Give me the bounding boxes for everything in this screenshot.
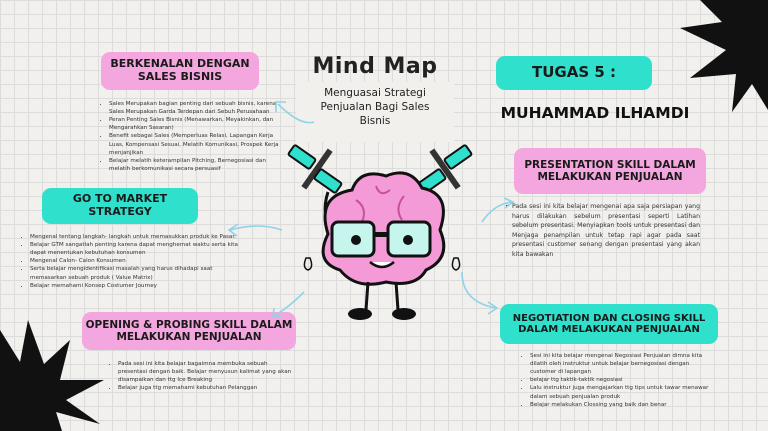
list-item: • Sales Merupakan bagian penting dari sebuah bisnis, karena Sales Merupakan Garda Terdepan dari Sebuh Perusahaan	[109, 100, 287, 116]
author-name: MUHAMMAD ILHAMDI	[500, 104, 690, 122]
negotiation-list	[520, 352, 714, 409]
list-item: • Belajar GTM sangatlah penting karena dapat menghemat waktu serta kita dapat menentukan kebutuhan konsumen	[30, 241, 240, 257]
mindmap-subtitle-text: Menguasai Strategi Penjualan Bagi Sales Bisnis	[320, 87, 430, 128]
list-item: • Serta belajar mengidentifikasi masalah yang harus dihadapi saat memasarkan sebuah produk ( Value Matrix)	[30, 265, 240, 281]
go-to-market-heading: GO TO MARKET STRATEGY	[42, 188, 198, 224]
list-item: • belajar ttg taktik-taktik negosiasi	[530, 376, 714, 384]
list-item: • Belajar melakukan Clossing yang baik dan benar	[530, 401, 714, 409]
go-to-market-list	[20, 233, 240, 290]
list-item: • Peran Penting Sales Bisnis (Menawarkan, Meyakinkan, dan Mengarahkan Sasaran)	[109, 116, 287, 132]
brain-dumbbell-illustration	[276, 138, 486, 326]
tugas-badge	[496, 56, 652, 90]
dumbbell-right-icon	[418, 145, 472, 194]
bullet-icon: •	[505, 203, 509, 210]
sales-bisnis-heading: BERKENALAN DENGAN SALES BISNIS	[101, 52, 259, 90]
list-item: • Pada sesi ini kita belajar bagaimna membuka sebuah presentasi dengan baik. Belajar menyusun kalimat yang akan disampaikan dan ttg Ice Breaking	[118, 360, 294, 384]
list-item: • Belajar memahami Konsep Costumer Journey	[30, 282, 240, 290]
presentation-heading: PRESENTATION SKILL DALAM MELAKUKAN PENJUALAN	[514, 148, 706, 194]
presentation-text: • Pada sesi ini kita belajar mengenai apa saja persiapan yang harus dilakukan sebelum presentasi seperti Latihan sebelum presentasi. Menyiapkan tools untuk presentasi dan Menjaga penampilan untuk tetap rapi agar pada saat presentasi customer senang dengan presentasi yang akan kita bawakan	[505, 203, 700, 259]
mindmap-title: Mind Map	[312, 54, 438, 79]
list-item: • Belajar juga ttg memahami kebutuhan Pelanggan	[118, 384, 294, 392]
sales-bisnis-list	[99, 100, 287, 173]
list-item: • Mengenal tentang langkah- langkah untuk memasukkan produk ke Pasar.	[30, 233, 240, 241]
list-item: • Sesi ini kita belajar mengenai Negosiasi Penjualan dimna kita dilatih oleh instruktur untuk belajar bernegosiasi dengan customer di lapangan	[530, 352, 714, 376]
arrow-to-go-to-market-icon	[224, 218, 284, 240]
list-item: • Mengenal Calon- Calon Konsumen	[30, 257, 240, 265]
negotiation-heading: NEGOTIATION DAN CLOSING SKILL DALAM MELAKUKAN PENJUALAN	[500, 304, 718, 344]
opening-probing-list	[108, 360, 294, 392]
list-item: • Benefit sebagai Sales (Memperluas Relasi, Lapangan Kerja Luas, Kompensasi Sesuai, Melatih Komunikasi, Prospek Kerja menjanjikan	[109, 132, 287, 156]
list-item: • Belajar melatih keterampilan Pitching, Bernegosiasi dan melatih berkomunikasi secara persuasif	[109, 157, 287, 173]
arrow-to-sales-bisnis-icon	[270, 96, 318, 130]
opening-probing-heading: OPENING & PROBING SKILL DALAM MELAKUKAN PENJUALAN	[82, 312, 296, 350]
dumbbell-left-icon	[288, 145, 342, 194]
tugas-label: TUGAS 5 :	[531, 63, 617, 82]
list-item: • Lalu instruktur juga mengajarkan ttg tips untuk tawar menawar dalam sebuah penjualan produk	[530, 384, 714, 400]
